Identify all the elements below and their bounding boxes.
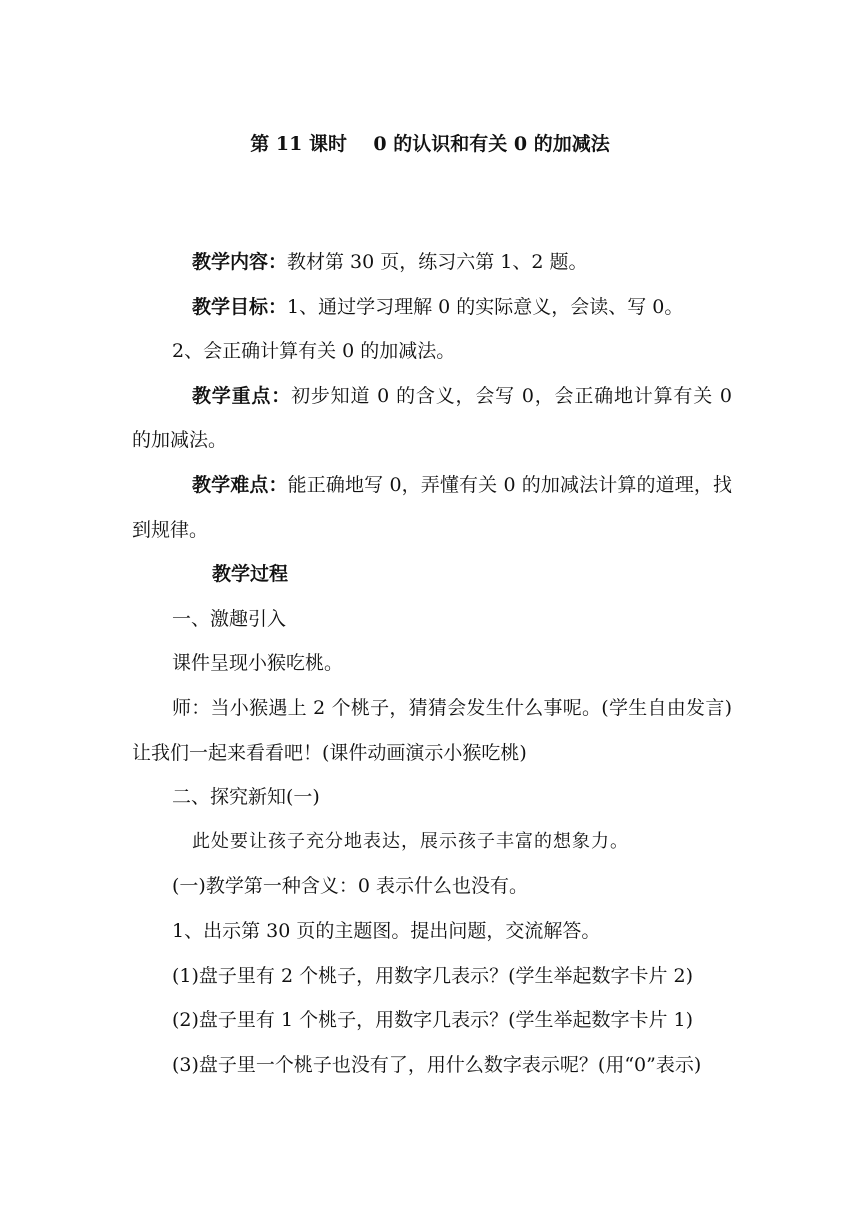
teaching-content-label: 教学内容： — [192, 251, 288, 273]
section-2-sub-1: (一)教学第一种含义：0 表示什么也没有。 — [172, 875, 528, 898]
teaching-difficulty-text: 能正确地写 0，弄懂有关 0 的加减法计算的道理，找到规律。 — [132, 473, 732, 541]
teaching-content — [132, 240, 732, 285]
teaching-keypoint-text: 初步知道 0 的含义，会写 0，会正确地计算有关 0 的加减法。 — [132, 384, 732, 452]
section-2-step-1: 1、出示第 30 页的主题图。提出问题，交流解答。 — [172, 919, 601, 942]
question-3: (3)盘子里一个桃子也没有了，用什么数字表示呢？(用“0”表示) — [172, 1053, 702, 1076]
teaching-difficulty — [132, 463, 732, 552]
question-1: (1)盘子里有 2 个桃子，用数字几表示？(学生举起数字卡片 2) — [172, 964, 694, 987]
teaching-keypoint — [132, 374, 732, 463]
teaching-note: 此处要让孩子充分地表达，展示孩子丰富的想象力。 — [192, 830, 629, 852]
teaching-objectives-label: 教学目标： — [192, 295, 288, 318]
objective-item-1: 1、通过学习理解 0 的实际意义，会读、写 0。 — [287, 295, 684, 318]
teaching-keypoint-label: 教学重点： — [192, 384, 292, 407]
objective-item-2: 2、会正确计算有关 0 的加减法。 — [172, 340, 456, 363]
teaching-process-heading: 教学过程 — [212, 563, 289, 586]
section-1-heading: 一、激趣引入 — [172, 607, 287, 630]
lesson-title: 第 11 课时 0 的认识和有关 0 的加减法 — [250, 133, 610, 155]
teaching-content-text: 教材第 30 页，练习六第 1、2 题。 — [287, 251, 588, 273]
section-1-line-2: 师：当小猴遇上 2 个桃子，猜猜会发生什么事呢。(学生自由发言)让我们一起来看看吧！(课件动画演示小猴吃桃) — [132, 696, 732, 764]
teaching-objectives — [132, 285, 732, 330]
question-2: (2)盘子里有 1 个桃子，用数字几表示？(学生举起数字卡片 1) — [172, 1009, 694, 1032]
section-2-heading: 二、探究新知(一) — [172, 786, 320, 809]
document-body — [132, 240, 732, 1087]
section-1-line-1: 课件呈现小猴吃桃。 — [172, 652, 344, 675]
teaching-difficulty-label: 教学难点： — [192, 473, 288, 496]
